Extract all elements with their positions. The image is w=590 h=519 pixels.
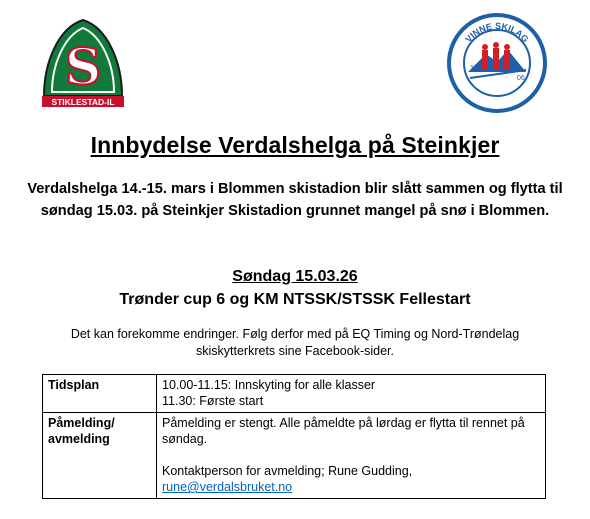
info-table [42,374,546,499]
stiklestad-il-logo [38,18,128,108]
intro-line-1: Verdalshelga 14.-15. mars i Blommen skistadion blir slått sammen og flytta til [27,181,563,197]
contact-line [162,463,540,495]
date-heading: Søndag 15.03.26 [232,268,358,285]
notice-text [40,326,550,360]
registration-line-1: Påmelding er stengt. Alle påmeldte på lørdag er flytta til rennet på [162,416,525,430]
vinne-skilag-logo [446,12,548,114]
event-name: Trønder cup 6 og KM NTSSK/STSSK Fellestart [119,291,471,308]
schedule-cell [157,375,546,413]
notice-line-1: Det kan forekomme endringer. Følg derfor med på EQ Timing og Nord-Trøndelag [70,327,520,341]
intro-text [20,178,570,222]
table-row [43,375,546,413]
registration-label-line-1: Påmelding/ [48,416,115,430]
registration-line-2: søndag. [162,432,208,446]
registration-label [43,413,157,499]
vinne-year-right: 06 [517,75,525,82]
contact-prefix: Kontaktperson for avmelding; Rune Gudding, [162,464,413,478]
vinne-year-left: 19 [470,65,478,72]
intro-line-2: søndag 15.03. på Steinkjer Skistadion grunnet mangel på snø i Blommen. [40,203,550,219]
page-title: Innbydelse Verdalshelga på Steinkjer [90,132,500,158]
stiklestad-logo-text: STIKLESTAD-IL [51,97,115,107]
contact-email-link[interactable]: rune@verdalsbruket.no [162,480,293,494]
registration-cell [157,413,546,499]
schedule-label: Tidsplan [43,375,157,413]
registration-label-line-2: avmelding [48,432,110,446]
table-row [43,413,546,499]
notice-line-2: skiskytterkrets sine Facebook-sider. [196,344,394,358]
schedule-line-1: 10.00-11.15: Innskyting for alle klasser [162,378,376,392]
schedule-line-2: 11.30: Første start [162,394,264,408]
stiklestad-letter: S [64,37,102,96]
vinne-skilag-logo-text: VINNE SKILAG [463,20,531,45]
